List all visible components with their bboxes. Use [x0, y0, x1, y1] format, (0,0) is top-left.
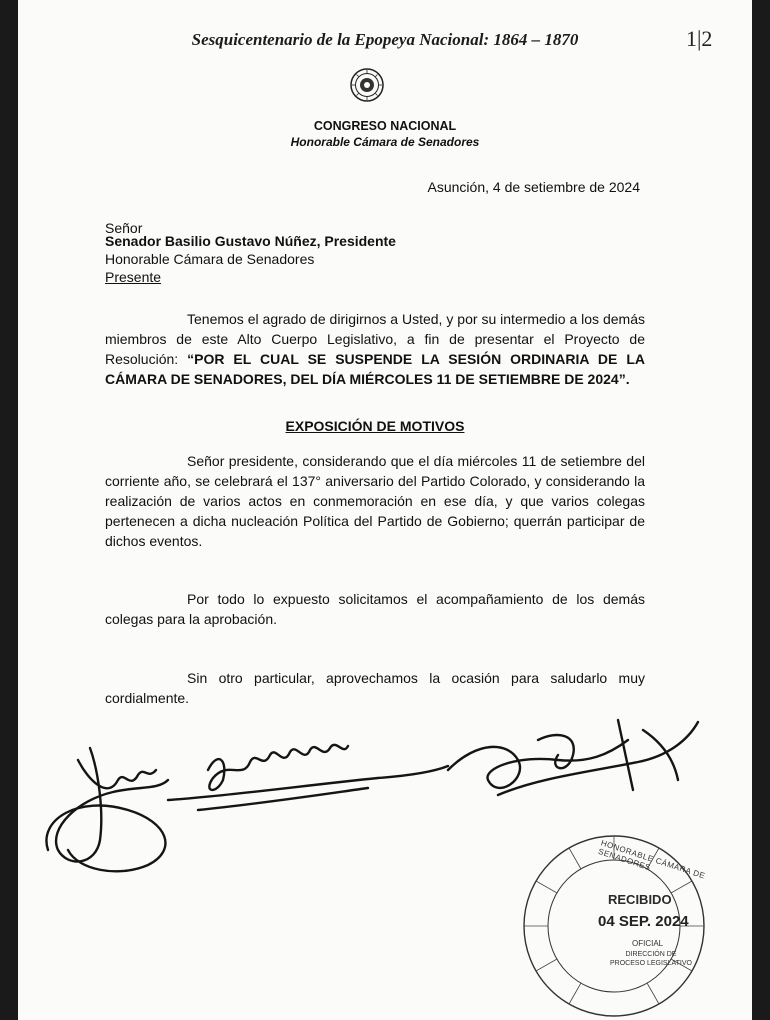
- stamp-official: OFICIAL: [632, 939, 664, 948]
- document-page: [18, 0, 752, 1020]
- national-seal-icon: [350, 68, 384, 102]
- signature-3-flourish: [538, 720, 678, 790]
- motives-paragraph: [105, 451, 645, 551]
- intro-paragraph: [105, 309, 645, 389]
- signature-1-loop: [46, 806, 165, 872]
- intro-text: Tenemos el agrado de dirigirnos a Usted, y por su intermedio a los demás miembros de este Alto Cuerpo Legislativo, a fin de presentar el Proyecto de Resolución:: [105, 311, 645, 367]
- stamp-office: DIRECCIÓN DE PROCESO LEGISLATIVO: [610, 951, 692, 967]
- request-paragraph: [105, 589, 645, 629]
- stamp-date: 04 SEP. 2024: [598, 913, 689, 930]
- request-text: Por todo lo expuesto solicitamos el acompañamiento de los demás colegas para la aprobación.: [105, 591, 645, 627]
- letter-date: Asunción, 4 de setiembre de 2024: [427, 179, 640, 195]
- salutation: Señor: [105, 220, 143, 236]
- closing-text: Sin otro particular, aprovechamos la ocasión para saludarlo muy cordialmente.: [105, 670, 645, 706]
- presente-line: Presente: [105, 269, 162, 285]
- section-title: EXPOSICIÓN DE MOTIVOS: [285, 418, 465, 434]
- recipient-name: Senador Basilio Gustavo Núñez, Presidente: [105, 233, 396, 249]
- motives-text: Señor presidente, considerando que el día miércoles 11 de setiembre del corriente año, se celebrará el 137° aniversario del Partido Colorado, y considerando la realización de varios actos en conmemoración en ese día, y que varios colegas pertenecen a dicha nucleación Política del Partido de Gobierno; querrán participar de dichos eventos.: [105, 453, 645, 549]
- institution-name: CONGRESO NACIONAL: [313, 119, 457, 133]
- stamp-received: RECIBIDO: [608, 892, 672, 907]
- chamber-name: Honorable Cámara de Senadores: [290, 135, 480, 149]
- resolution-subject: “POR EL CUAL SE SUSPENDE LA SESIÓN ORDINARIA DE LA CÁMARA DE SENADORES, DEL DÍA MIÉRCOLES 11 DE SETIEMBRE DE 2024”.: [105, 351, 645, 387]
- stamp-arc-text: HONORABLE CÁMARA DE SENADORES: [597, 838, 707, 881]
- header-motto: Sesquicentenario de la Epopeya Nacional: 1864 – 1870: [191, 30, 579, 49]
- page-number-mark: 1|2: [686, 26, 713, 51]
- recipient-organization: Honorable Cámara de Senadores: [105, 251, 315, 267]
- signature-1: [56, 748, 168, 861]
